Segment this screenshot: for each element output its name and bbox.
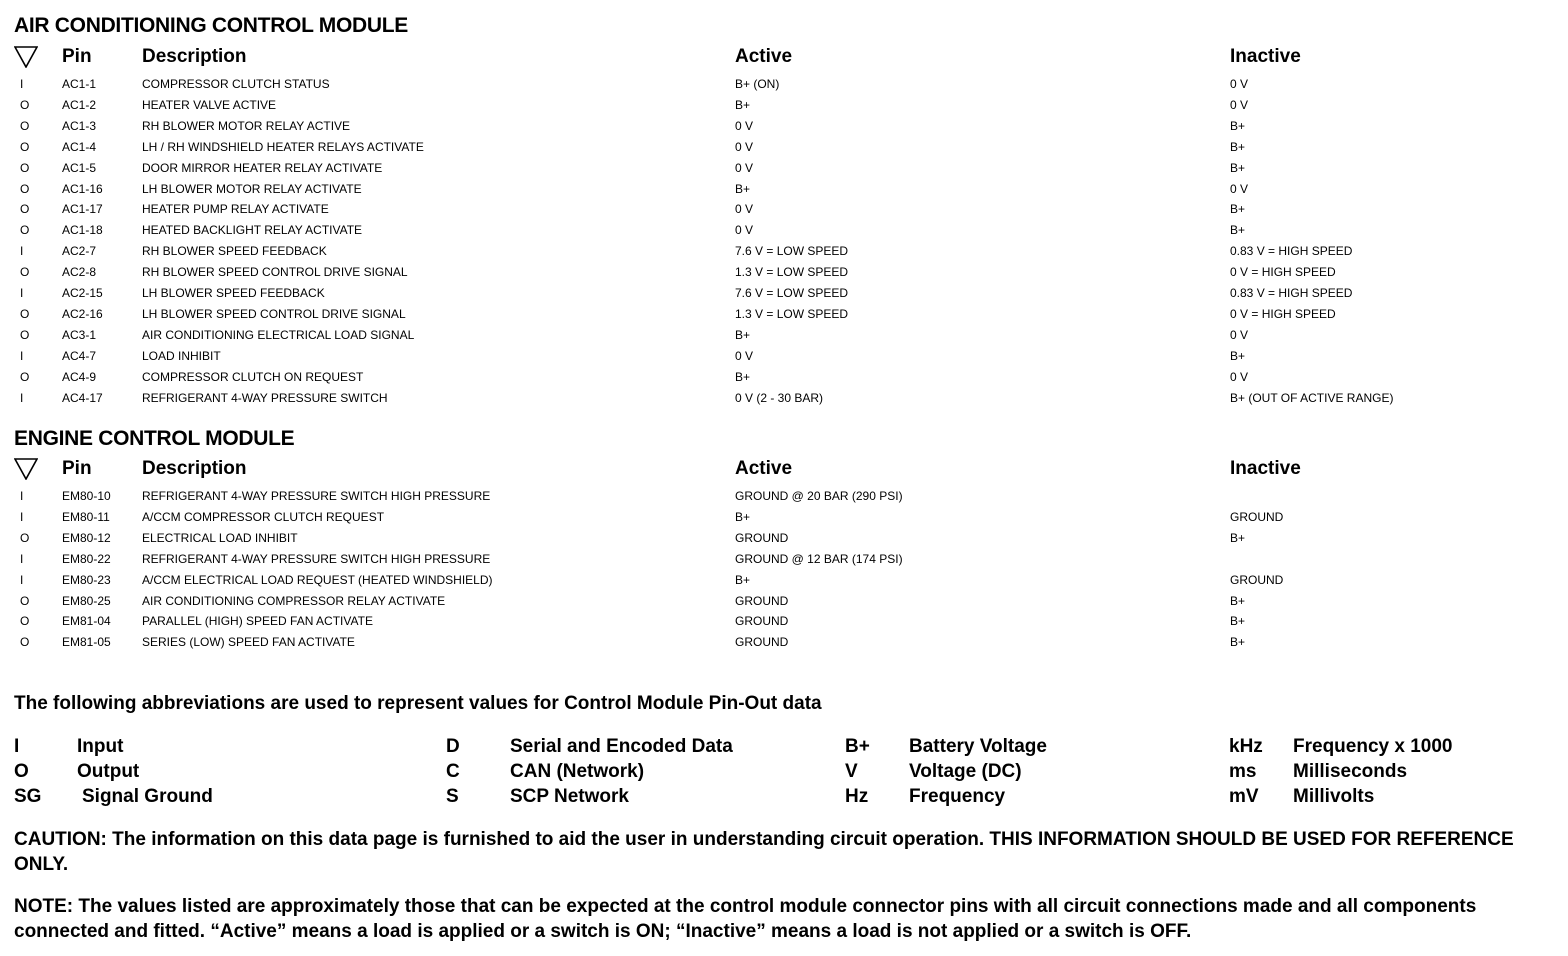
abbr-code: ms [1229, 761, 1257, 782]
active-value-cell: GROUND @ 12 BAR (174 PSI) [735, 551, 903, 566]
pin-cell: AC1-5 [62, 160, 97, 175]
active-value-cell: GROUND [735, 635, 789, 650]
table-row [14, 632, 1554, 653]
inactive-value-cell: B+ [1230, 118, 1246, 133]
description-cell: RH BLOWER SPEED FEEDBACK [142, 244, 327, 259]
abbr-code: O [14, 761, 29, 782]
table-row [14, 528, 1554, 549]
table-row [14, 570, 1554, 591]
inactive-value-cell: GROUND [1230, 509, 1284, 524]
pin-cell: EM80-10 [62, 489, 111, 503]
abbr-meaning: Signal Ground [82, 786, 213, 807]
inactive-value-cell: 0.83 V = HIGH SPEED [1230, 286, 1353, 300]
description-cell: COMPRESSOR CLUTCH ON REQUEST [142, 369, 364, 384]
table-row [14, 95, 1554, 116]
pin-cell: AC4-7 [62, 348, 97, 363]
description-cell: ELECTRICAL LOAD INHIBIT [142, 530, 298, 545]
io-type-cell: O [20, 223, 30, 238]
io-type-cell: O [20, 181, 30, 196]
io-type-cell: O [20, 530, 30, 545]
table-row [14, 304, 1554, 325]
abbreviations-title: The following abbreviations are used to represent values for Control Module Pin-Out data [14, 693, 822, 714]
inactive-value-cell: B+ [1230, 202, 1246, 217]
abbr-code: SG [14, 786, 42, 807]
description-cell: COMPRESSOR CLUTCH STATUS [142, 77, 330, 91]
pin-cell: EM80-23 [62, 572, 111, 587]
caution-text: CAUTION: The information on this data page is furnished to aid the user in understanding circuit operation. THIS INFORMATION SHOULD BE USED FOR REFERENCE ONLY. [14, 829, 1514, 875]
description-cell: REFRIGERANT 4-WAY PRESSURE SWITCH [142, 390, 388, 405]
pin-cell: AC2-15 [62, 286, 103, 300]
pin-cell: AC2-7 [62, 244, 97, 259]
inactive-value-cell: 0 V = HIGH SPEED [1230, 265, 1336, 280]
inactive-value-cell: B+ [1230, 223, 1246, 238]
table-row [14, 367, 1554, 388]
io-type-cell: I [20, 551, 24, 566]
active-value-cell: B+ [735, 181, 751, 196]
table-row [14, 262, 1554, 283]
active-value-cell: B+ [735, 97, 751, 112]
inactive-value-cell: B+ [1230, 593, 1246, 608]
active-value-cell: GROUND [735, 614, 789, 629]
table-row [14, 486, 1554, 507]
abbr-meaning: Output [77, 761, 140, 782]
active-value-cell: 0 V [735, 348, 754, 363]
inactive-value-cell: B+ [1230, 160, 1246, 175]
inactive-value-cell: 0 V [1230, 181, 1249, 196]
io-type-cell: I [20, 244, 24, 259]
pin-cell: EM80-12 [62, 530, 111, 545]
active-value-cell: 7.6 V = LOW SPEED [735, 286, 849, 300]
active-value-cell: B+ [735, 509, 751, 524]
inactive-value-cell: 0 V [1230, 77, 1249, 91]
pin-cell: AC4-9 [62, 369, 97, 384]
abbr-meaning: Millivolts [1293, 786, 1375, 807]
inactive-value-cell: GROUND [1230, 572, 1284, 587]
inactive-value-cell: B+ [1230, 635, 1246, 650]
table-row [14, 388, 1554, 409]
pin-cell: AC4-17 [62, 390, 103, 405]
abbr-meaning: Milliseconds [1293, 761, 1408, 782]
inactive-value-cell: B+ (OUT OF ACTIVE RANGE) [1230, 390, 1394, 405]
abbr-code: C [446, 761, 460, 782]
io-direction-triangle-icon [14, 458, 38, 480]
abbr-code: B+ [845, 736, 870, 757]
table-row [14, 325, 1554, 346]
pin-cell: AC1-1 [62, 77, 97, 91]
abbr-meaning: Frequency [909, 786, 1006, 807]
pin-cell: AC2-8 [62, 265, 97, 280]
ecm-header-description: Description [142, 458, 247, 479]
table-row [14, 220, 1554, 241]
pin-cell: AC1-4 [62, 139, 97, 154]
io-type-cell: O [20, 118, 30, 133]
ecm-header-pin: Pin [62, 458, 92, 479]
active-value-cell: GROUND @ 20 BAR (290 PSI) [735, 489, 903, 503]
ac-header-pin: Pin [62, 46, 92, 67]
abbr-code: mV [1229, 786, 1259, 807]
io-type-cell: O [20, 593, 30, 608]
description-cell: HEATED BACKLIGHT RELAY ACTIVATE [142, 223, 363, 238]
io-direction-triangle-icon [14, 46, 38, 68]
note-text: NOTE: The values listed are approximately those that can be expected at the control module connector pins with all circuit connections made and all components connected and fitted. “Active” means a load is applied or a switch is ON; “Inactive” means a load is not applied or a switch is OFF. [14, 896, 1477, 942]
active-value-cell: 0 V [735, 160, 754, 175]
table-row [14, 116, 1554, 137]
table-row [14, 283, 1554, 304]
pin-cell: AC3-1 [62, 327, 97, 342]
pin-cell: EM80-22 [62, 551, 111, 566]
description-cell: A/CCM ELECTRICAL LOAD REQUEST (HEATED WINDSHIELD) [142, 572, 493, 587]
ac-header-inactive: Inactive [1230, 46, 1301, 67]
io-type-cell: O [20, 327, 30, 342]
active-value-cell: 0 V [735, 139, 754, 154]
pin-cell: AC2-16 [62, 306, 103, 321]
table-row [14, 179, 1554, 200]
abbr-code: V [845, 761, 858, 782]
ecm-header-inactive: Inactive [1230, 458, 1301, 479]
table-row [14, 199, 1554, 220]
abbr-meaning: Voltage (DC) [909, 761, 1022, 782]
active-value-cell: GROUND [735, 530, 789, 545]
table-row [14, 241, 1554, 262]
active-value-cell: 0 V (2 - 30 BAR) [735, 390, 824, 405]
io-type-cell: I [20, 489, 24, 503]
description-cell: A/CCM COMPRESSOR CLUTCH REQUEST [142, 509, 385, 524]
io-type-cell: I [20, 77, 24, 91]
description-cell: PARALLEL (HIGH) SPEED FAN ACTIVATE [142, 614, 373, 629]
active-value-cell: 0 V [735, 118, 754, 133]
pin-cell: EM80-25 [62, 593, 111, 608]
table-row [14, 74, 1554, 95]
description-cell: RH BLOWER MOTOR RELAY ACTIVE [142, 118, 351, 133]
description-cell: AIR CONDITIONING COMPRESSOR RELAY ACTIVATE [142, 593, 446, 608]
inactive-value-cell: 0 V = HIGH SPEED [1230, 306, 1336, 321]
io-type-cell: O [20, 265, 30, 280]
table-row [14, 346, 1554, 367]
io-type-cell: O [20, 306, 30, 321]
ecm-section-title: ENGINE CONTROL MODULE [14, 427, 295, 450]
io-type-cell: O [20, 635, 30, 650]
pin-cell: EM80-11 [62, 509, 110, 524]
table-row [14, 591, 1554, 612]
active-value-cell: 0 V [735, 223, 754, 238]
pin-cell: AC1-2 [62, 97, 97, 112]
inactive-value-cell: B+ [1230, 348, 1246, 363]
description-cell: LOAD INHIBIT [142, 348, 221, 363]
inactive-value-cell: 0 V [1230, 97, 1249, 112]
description-cell: LH / RH WINDSHIELD HEATER RELAYS ACTIVATE [142, 139, 424, 154]
description-cell: REFRIGERANT 4-WAY PRESSURE SWITCH HIGH PRESSURE [142, 551, 491, 566]
ac-section-title: AIR CONDITIONING CONTROL MODULE [14, 14, 408, 37]
io-type-cell: O [20, 614, 30, 629]
table-row [14, 137, 1554, 158]
description-cell: SERIES (LOW) SPEED FAN ACTIVATE [142, 635, 355, 650]
active-value-cell: B+ [735, 327, 751, 342]
pin-cell: AC1-3 [62, 118, 97, 133]
inactive-value-cell: B+ [1230, 139, 1246, 154]
description-cell: RH BLOWER SPEED CONTROL DRIVE SIGNAL [142, 265, 408, 280]
abbr-code: D [446, 736, 460, 757]
inactive-value-cell: 0 V [1230, 327, 1249, 342]
io-type-cell: I [20, 509, 24, 524]
active-value-cell: 0 V [735, 202, 754, 217]
pin-cell: AC1-18 [62, 223, 103, 238]
io-type-cell: O [20, 369, 30, 384]
description-cell: DOOR MIRROR HEATER RELAY ACTIVATE [142, 160, 383, 175]
abbr-meaning: Frequency x 1000 [1293, 736, 1453, 757]
abbr-meaning: Serial and Encoded Data [510, 736, 733, 757]
io-type-cell: I [20, 348, 24, 363]
table-row [14, 549, 1554, 570]
abbr-meaning: SCP Network [510, 786, 629, 807]
io-type-cell: O [20, 97, 30, 112]
abbr-code: Hz [845, 786, 869, 807]
description-cell: LH BLOWER SPEED CONTROL DRIVE SIGNAL [142, 306, 406, 321]
ac-header-description: Description [142, 46, 247, 67]
description-cell: LH BLOWER MOTOR RELAY ACTIVATE [142, 181, 362, 196]
description-cell: AIR CONDITIONING ELECTRICAL LOAD SIGNAL [142, 327, 415, 342]
active-value-cell: B+ [735, 369, 751, 384]
inactive-value-cell: 0 V [1230, 369, 1249, 384]
active-value-cell: B+ [735, 572, 751, 587]
inactive-value-cell: B+ [1230, 530, 1246, 545]
io-type-cell: I [20, 390, 24, 405]
inactive-value-cell: B+ [1230, 614, 1246, 629]
abbr-code: kHz [1229, 736, 1263, 757]
abbr-meaning: CAN (Network) [510, 761, 645, 782]
abbr-code: S [446, 786, 459, 807]
abbr-meaning: Battery Voltage [909, 736, 1047, 757]
io-type-cell: I [20, 572, 24, 587]
active-value-cell: 1.3 V = LOW SPEED [735, 265, 849, 280]
io-type-cell: I [20, 286, 24, 300]
active-value-cell: 7.6 V = LOW SPEED [735, 244, 849, 259]
io-type-cell: O [20, 160, 30, 175]
io-type-cell: O [20, 202, 30, 217]
pin-cell: AC1-16 [62, 181, 103, 196]
active-value-cell: 1.3 V = LOW SPEED [735, 306, 849, 321]
abbr-code: I [14, 736, 20, 757]
table-row [14, 507, 1554, 528]
io-type-cell: O [20, 139, 30, 154]
pin-cell: EM81-05 [62, 635, 111, 650]
table-row [14, 611, 1554, 632]
table-row [14, 158, 1554, 179]
active-value-cell: GROUND [735, 593, 789, 608]
description-cell: LH BLOWER SPEED FEEDBACK [142, 286, 325, 300]
ecm-header-active: Active [735, 458, 793, 479]
description-cell: HEATER PUMP RELAY ACTIVATE [142, 202, 329, 217]
pin-cell: AC1-17 [62, 202, 103, 217]
pin-cell: EM81-04 [62, 614, 111, 629]
abbr-meaning: Input [77, 736, 124, 757]
active-value-cell: B+ (ON) [735, 77, 780, 91]
inactive-value-cell: 0.83 V = HIGH SPEED [1230, 244, 1353, 259]
description-cell: HEATER VALVE ACTIVE [142, 97, 277, 112]
ac-header-active: Active [735, 46, 793, 67]
description-cell: REFRIGERANT 4-WAY PRESSURE SWITCH HIGH PRESSURE [142, 489, 491, 503]
